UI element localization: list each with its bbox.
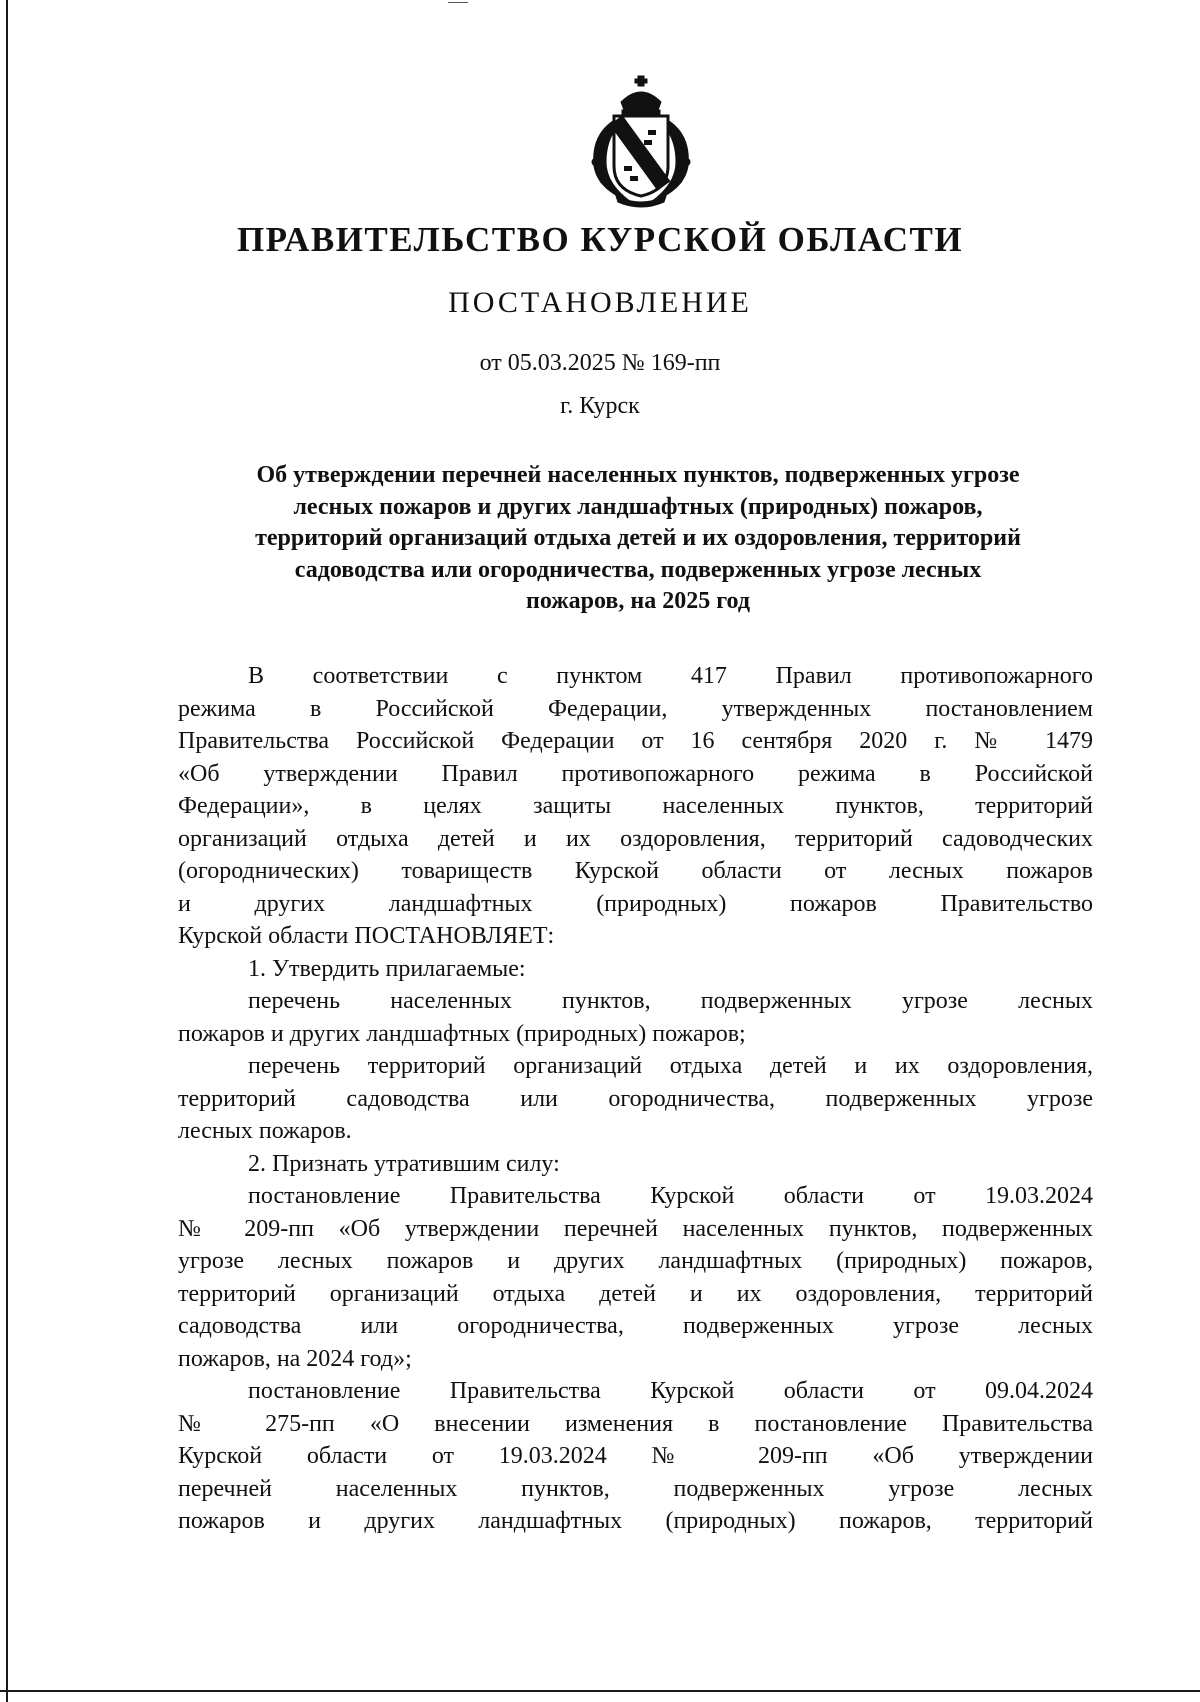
body-line: Курской области ПОСТАНОВЛЯЕТ: xyxy=(178,923,555,949)
body-line: перечней населенных пунктов, подверженных угрозе лесных xyxy=(178,1475,1093,1502)
body-line: лесных пожаров. xyxy=(178,1118,352,1144)
organization-name: ПРАВИТЕЛЬСТВО КУРСКОЙ ОБЛАСТИ xyxy=(236,220,964,259)
body-line: территорий организаций отдыха детей и их оздоровления, территорий xyxy=(178,1280,1093,1307)
clause-heading: 1. Утвердить прилагаемые: xyxy=(248,955,526,982)
title-line: пожаров, на 2025 год xyxy=(526,588,750,614)
body-line: садоводства или огородничества, подверженных угрозе лесных xyxy=(178,1313,1093,1339)
body-line: постановление Правительства Курской области от 19.03.2024 xyxy=(248,1183,1093,1209)
kursk-coat-of-arms-emblem xyxy=(576,74,706,208)
document-title xyxy=(178,460,1098,618)
title-line: территорий организаций отдыха детей и их оздоровления, территорий xyxy=(255,525,1021,551)
body-line: и других ландшафтных (природных) пожаров Правительство xyxy=(178,890,1093,917)
document-type: ПОСТАНОВЛЕНИЕ xyxy=(448,286,752,319)
document-city: г. Курск xyxy=(560,393,640,419)
body-line: Курской области от 19.03.2024 № 209-пп «Об утверждении xyxy=(178,1443,1093,1469)
title-line: садоводства или огородничества, подверженных угрозе лесных xyxy=(294,556,982,583)
body-line: Федерации», в целях защиты населенных пунктов, территорий xyxy=(178,793,1093,819)
body-line: режима в Российской Федерации, утвержденных постановлением xyxy=(178,695,1093,722)
body-line: В соответствии с пунктом 417 Правил противопожарного xyxy=(248,663,1093,689)
body-line: угрозе лесных пожаров и других ландшафтных (природных) пожаров, xyxy=(178,1248,1093,1274)
body-line: пожаров, на 2024 год»; xyxy=(178,1345,412,1372)
title-line: лесных пожаров и других ландшафтных (природных) пожаров, xyxy=(293,493,983,520)
clause-heading: 2. Признать утратившим силу: xyxy=(248,1150,560,1177)
body-line: № 209-пп «Об утверждении перечней населенных пунктов, подверженных xyxy=(178,1215,1093,1242)
body-line: постановление Правительства Курской области от 09.04.2024 xyxy=(248,1378,1093,1404)
title-line: Об утверждении перечней населенных пунктов, подверженных угрозе xyxy=(256,462,1020,488)
body-line: перечень территорий организаций отдыха детей и их оздоровления, xyxy=(248,1053,1093,1079)
body-line: территорий садоводства или огородничества, подверженных угрозе xyxy=(178,1085,1093,1112)
body-line: организаций отдыха детей и их оздоровления, территорий садоводческих xyxy=(178,825,1093,852)
body-line: перечень населенных пунктов, подверженных угрозе лесных xyxy=(248,988,1093,1014)
scan-top-mark xyxy=(448,2,468,3)
body-line: «Об утверждении Правил противопожарного режима в Российской xyxy=(178,760,1093,787)
body-line: № 275-пп «О внесении изменения в постановление Правительства xyxy=(178,1410,1093,1437)
body-line: пожаров и других ландшафтных (природных) пожаров, территорий xyxy=(178,1508,1093,1534)
body-line: (огороднических) товариществ Курской области от лесных пожаров xyxy=(178,858,1093,884)
body-line: пожаров и других ландшафтных (природных) пожаров; xyxy=(178,1020,746,1047)
document-number-date: от 05.03.2025 № 169-пп xyxy=(479,350,721,376)
body-line: Правительства Российской Федерации от 16 сентября 2020 г. № 1479 xyxy=(178,728,1093,754)
scan-bottom-edge xyxy=(0,1690,1200,1692)
document-body xyxy=(178,660,1093,1538)
